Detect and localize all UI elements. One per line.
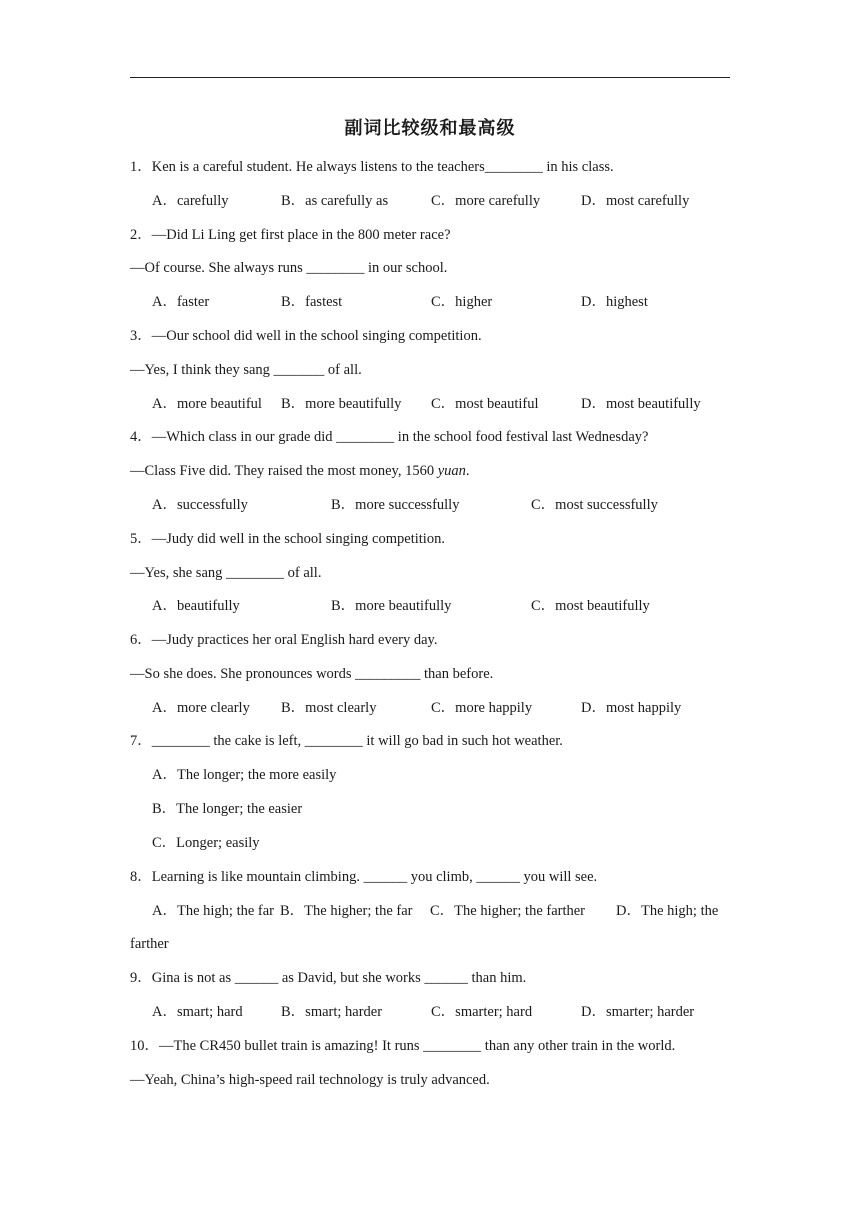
question-9-stem: 9．Gina is not as ______ as David, but she works ______ than him.: [130, 970, 527, 986]
question-7-stem: 7．________ the cake is left, ________ it will go bad in such hot weather.: [130, 733, 563, 749]
q2-option-c: C．higher: [431, 294, 493, 310]
q9-option-c: C．smarter; hard: [431, 1004, 533, 1020]
q9-option-b: B．smart; harder: [281, 1004, 383, 1020]
q6-option-d: D．most happily: [581, 700, 682, 716]
q4-reply-end: .: [465, 463, 470, 479]
q8-option-d-continued: farther: [130, 936, 169, 952]
q3-option-a: A．more beautiful: [152, 396, 262, 412]
question-8-stem: 8．Learning is like mountain climbing. ______ you climb, ______ you will see.: [130, 869, 598, 885]
q2-option-a: A．faster: [152, 294, 210, 310]
q8-option-d: D．The high; the: [616, 903, 719, 919]
q7-option-c: C．Longer; easily: [152, 835, 260, 851]
q8-option-c: C．The higher; the farther: [430, 903, 586, 919]
q6-option-c: C．more happily: [431, 700, 533, 716]
q8-option-a: A．The high; the far: [152, 903, 275, 919]
q6-option-a: A．more clearly: [152, 700, 250, 716]
q4-option-c: C．most successfully: [531, 497, 658, 513]
q1-option-d: D．most carefully: [581, 193, 690, 209]
q1-option-b: B．as carefully as: [281, 193, 389, 209]
q7-option-a: A．The longer; the more easily: [152, 767, 337, 783]
q9-option-a: A．smart; hard: [152, 1004, 243, 1020]
question-4-stem: 4．—Which class in our grade did ________ in the school food festival last Wednesday?: [130, 429, 649, 445]
q1-option-c: C．more carefully: [431, 193, 541, 209]
header-rule: [130, 77, 730, 78]
q8-option-b: B．The higher; the far: [280, 903, 413, 919]
q6-option-b: B．most clearly: [281, 700, 377, 716]
question-6-reply: —So she does. She pronounces words _________ than before.: [130, 666, 494, 682]
question-5-reply: —Yes, she sang ________ of all.: [130, 565, 322, 581]
question-2-stem: 2．—Did Li Ling get first place in the 800 meter race?: [130, 227, 451, 243]
question-1-stem: 1．Ken is a careful student. He always listens to the teachers________ in his class.: [130, 159, 614, 175]
question-3-reply: —Yes, I think they sang _______ of all.: [130, 362, 362, 378]
q4-reply-italic: yuan: [437, 463, 466, 479]
q4-reply-text: —Class Five did. They raised the most money, 1560: [130, 463, 438, 479]
q5-option-c: C．most beautifully: [531, 598, 650, 614]
q4-option-b: B．more successfully: [331, 497, 460, 513]
question-5-stem: 5．—Judy did well in the school singing competition.: [130, 531, 445, 547]
q1-option-a: A．carefully: [152, 193, 229, 209]
q7-option-b: B．The longer; the easier: [152, 801, 303, 817]
q9-option-d: D．smarter; harder: [581, 1004, 695, 1020]
q3-option-c: C．most beautiful: [431, 396, 539, 412]
q2-option-d: D．highest: [581, 294, 648, 310]
q3-option-b: B．more beautifully: [281, 396, 402, 412]
page-title: 副词比较级和最高级: [344, 118, 516, 139]
question-2-reply: —Of course. She always runs ________ in our school.: [130, 260, 448, 276]
q4-option-a: A．successfully: [152, 497, 248, 513]
question-3-stem: 3．—Our school did well in the school singing competition.: [130, 328, 482, 344]
q5-option-a: A．beautifully: [152, 598, 240, 614]
q2-option-b: B．fastest: [281, 294, 343, 310]
question-4-reply: [130, 462, 470, 480]
q5-option-b: B．more beautifully: [331, 598, 452, 614]
question-10-stem: 10．—The CR450 bullet train is amazing! It runs ________ than any other train in the world.: [130, 1038, 676, 1054]
question-10-reply: —Yeah, China’s high-speed rail technology is truly advanced.: [130, 1072, 490, 1088]
q3-option-d: D．most beautifully: [581, 396, 701, 412]
question-6-stem: 6．—Judy practices her oral English hard every day.: [130, 632, 438, 648]
